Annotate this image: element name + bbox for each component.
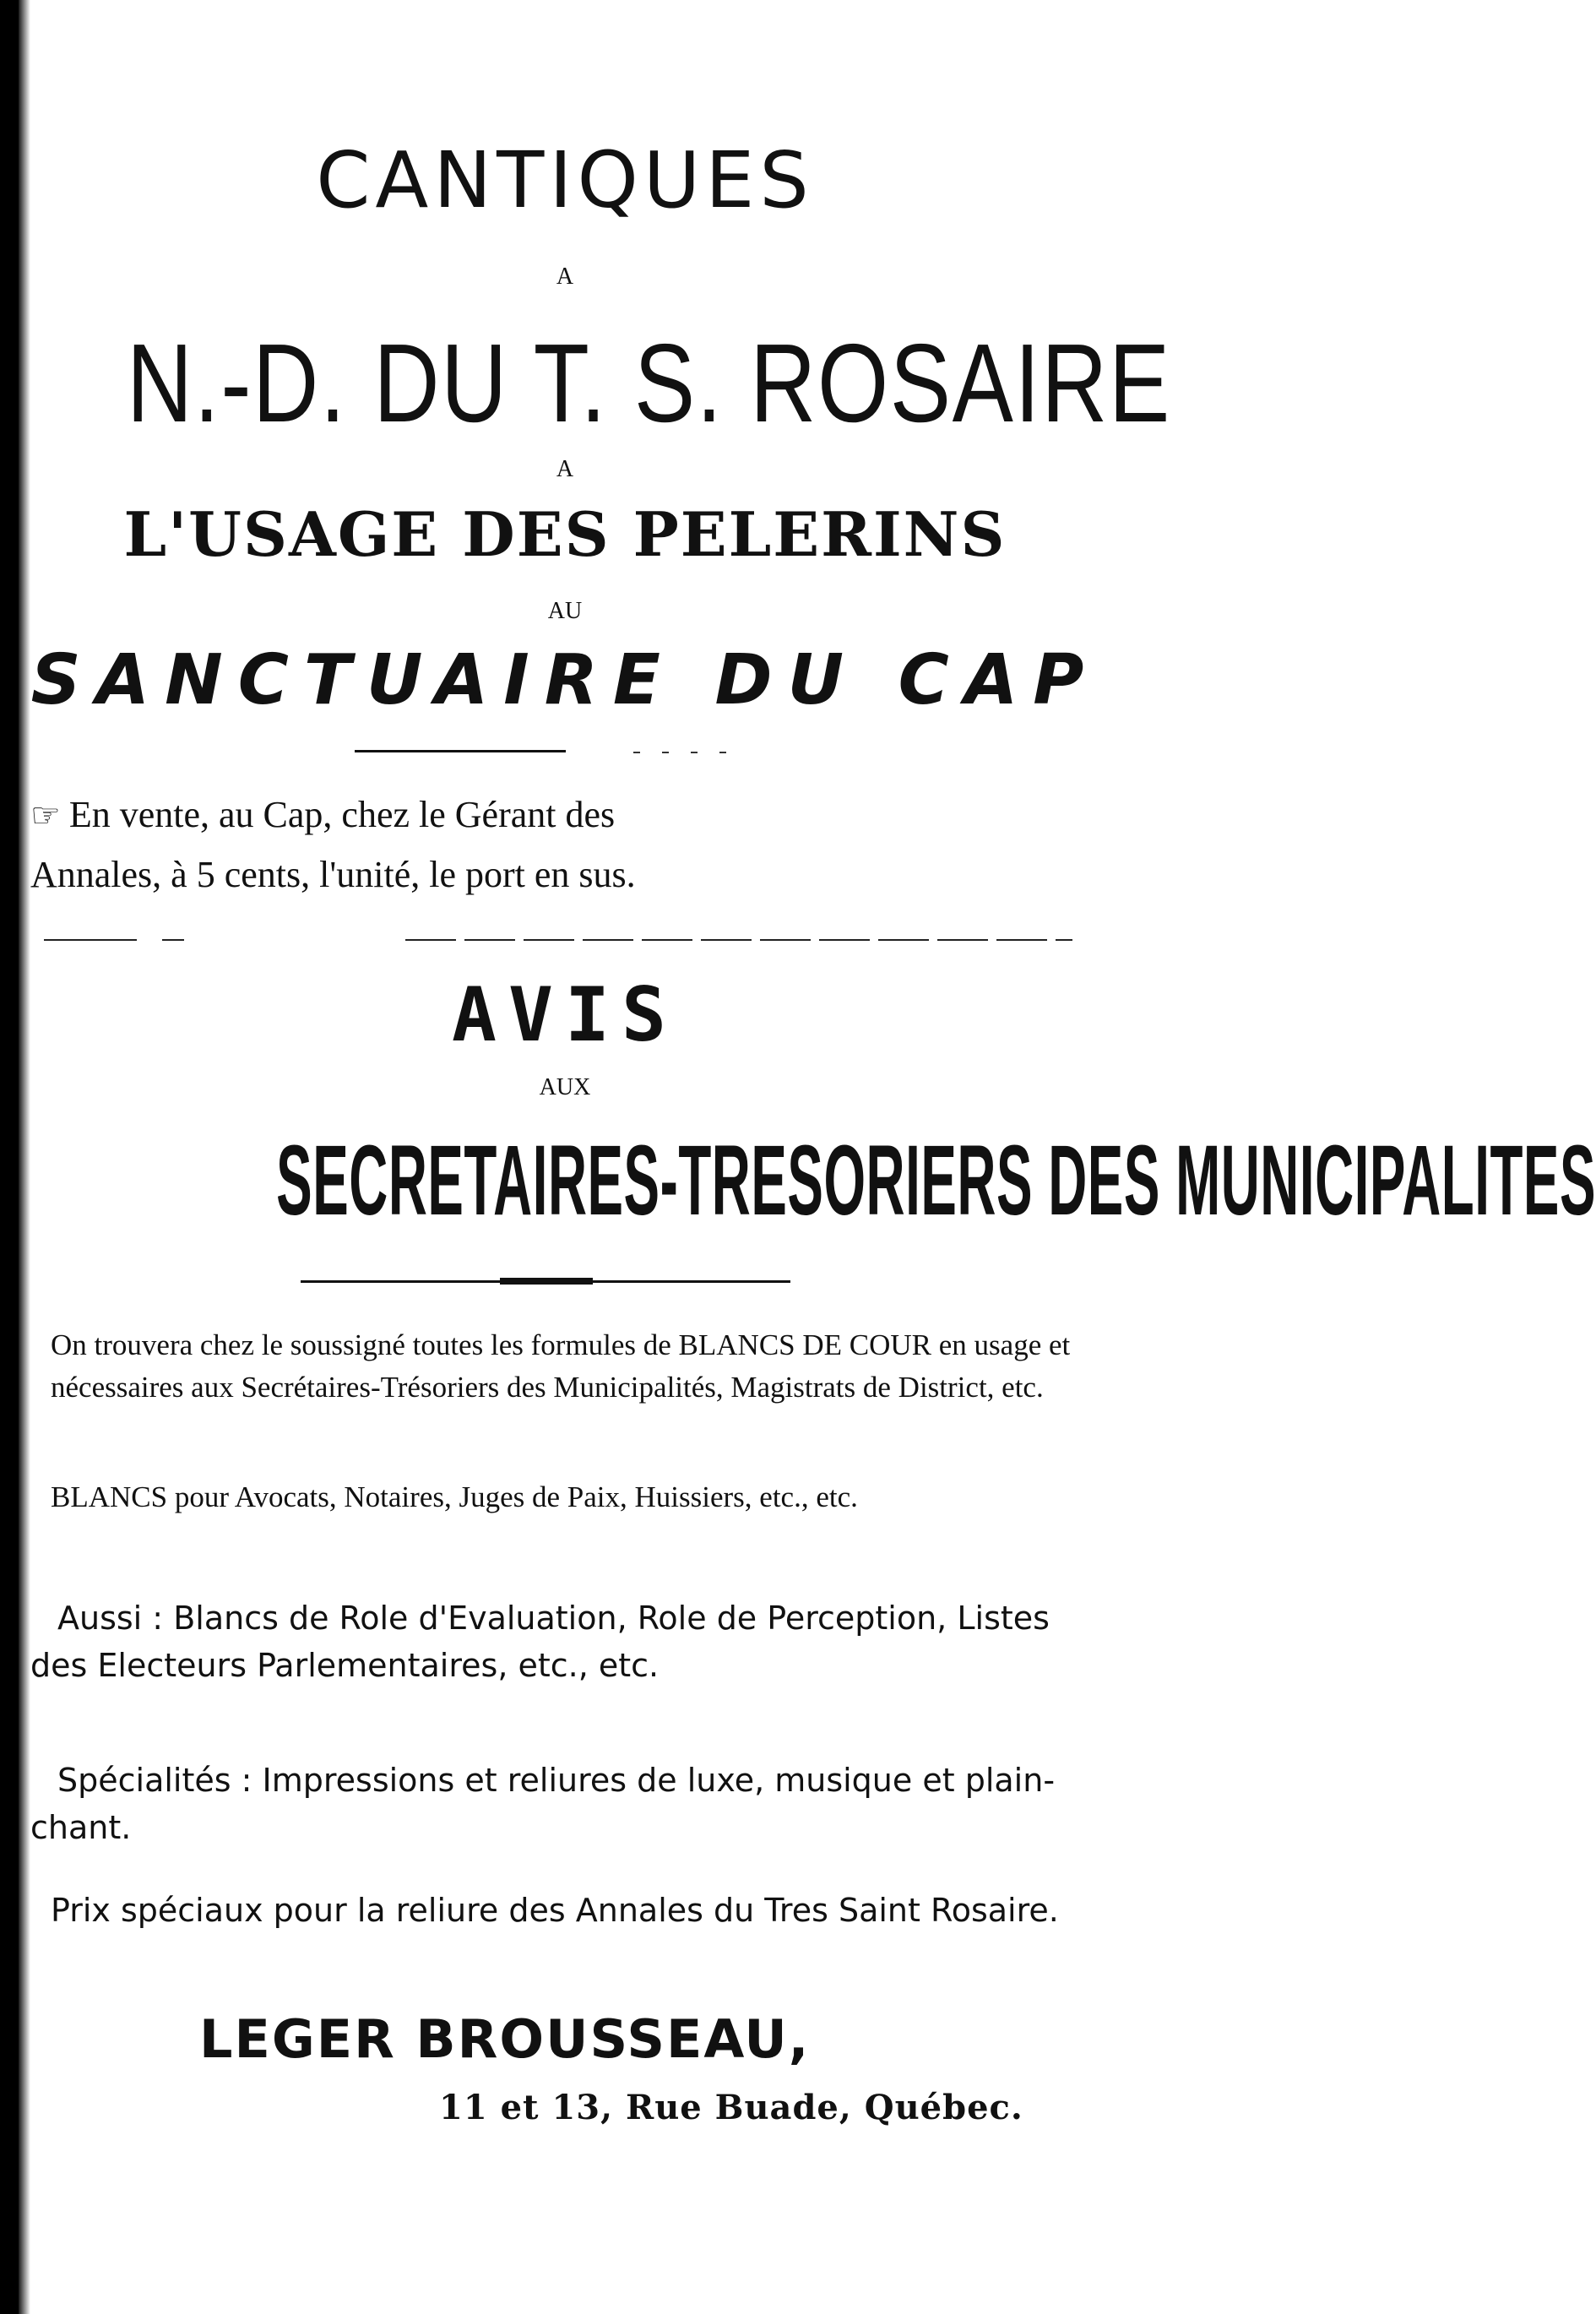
section-divider-dash [162, 939, 184, 941]
divider-2-center [500, 1278, 593, 1285]
paragraph-aussi [30, 1594, 1086, 1689]
paragraph-specialites-text: Spécialités : Impressions et reliures de luxe, musique et plain-chant. [30, 1762, 1056, 1846]
title-cantiques: CANTIQUES [316, 135, 814, 225]
avis-audience: SECRETAIRES-TRESORIERS DES MUNICIPALITES [276, 1125, 1596, 1236]
paragraph-formules: On trouvera chez le soussigné toutes les formules de BLANCS DE COUR en usage et nécessaires aux Secrétaires-Trésoriers des Municipalités, Magistrats de District, etc. [51, 1328, 1071, 1404]
publisher-name: LEGER BROUSSEAU, [199, 2008, 811, 2070]
connector-a-1: A [556, 263, 574, 290]
connector-au: AU [547, 598, 583, 624]
title-sanctuaire: SANCTUAIRE DU CAP [30, 640, 1099, 720]
title-rosaire: N.-D. DU T. S. ROSAIRE [126, 321, 1171, 445]
connector-aux: AUX [539, 1074, 591, 1100]
section-divider-short [44, 939, 137, 941]
paragraph-prix-text: Prix spéciaux pour la reliure des Annales du Tres Saint Rosaire. [51, 1892, 1059, 1929]
pointing-hand-icon: ☞ [30, 796, 61, 834]
paragraph-aussi-text: Aussi : Blancs de Role d'Evaluation, Role de Perception, Listes des Electeurs Parlementaires, etc., etc. [30, 1600, 1050, 1684]
avis-heading: AVIS [452, 971, 678, 1058]
sale-notice [30, 785, 1078, 904]
paragraph-prix [24, 1887, 1088, 1934]
title-usage-pelerins: L'USAGE DES PELERINS [123, 498, 1007, 570]
binding-shadow [19, 0, 30, 2314]
section-divider-long [405, 939, 1072, 941]
sale-notice-line-1: En vente, au Cap, chez le Gérant des [68, 794, 616, 835]
paragraph-blancs: BLANCS pour Avocats, Notaires, Juges de Paix, Huissiers, etc., etc. [51, 1480, 858, 1513]
sale-notice-line-2: Annales, à 5 cents, l'unité, le port en sus. [30, 854, 636, 895]
paragraph-specialites [30, 1757, 1086, 1851]
publisher-address: 11 et 13, Rue Buade, Québec. [439, 2088, 1023, 2127]
divider-1 [355, 750, 566, 752]
connector-a-2: A [556, 456, 574, 482]
divider-1-dots [633, 752, 743, 753]
binding-edge [0, 0, 19, 2314]
